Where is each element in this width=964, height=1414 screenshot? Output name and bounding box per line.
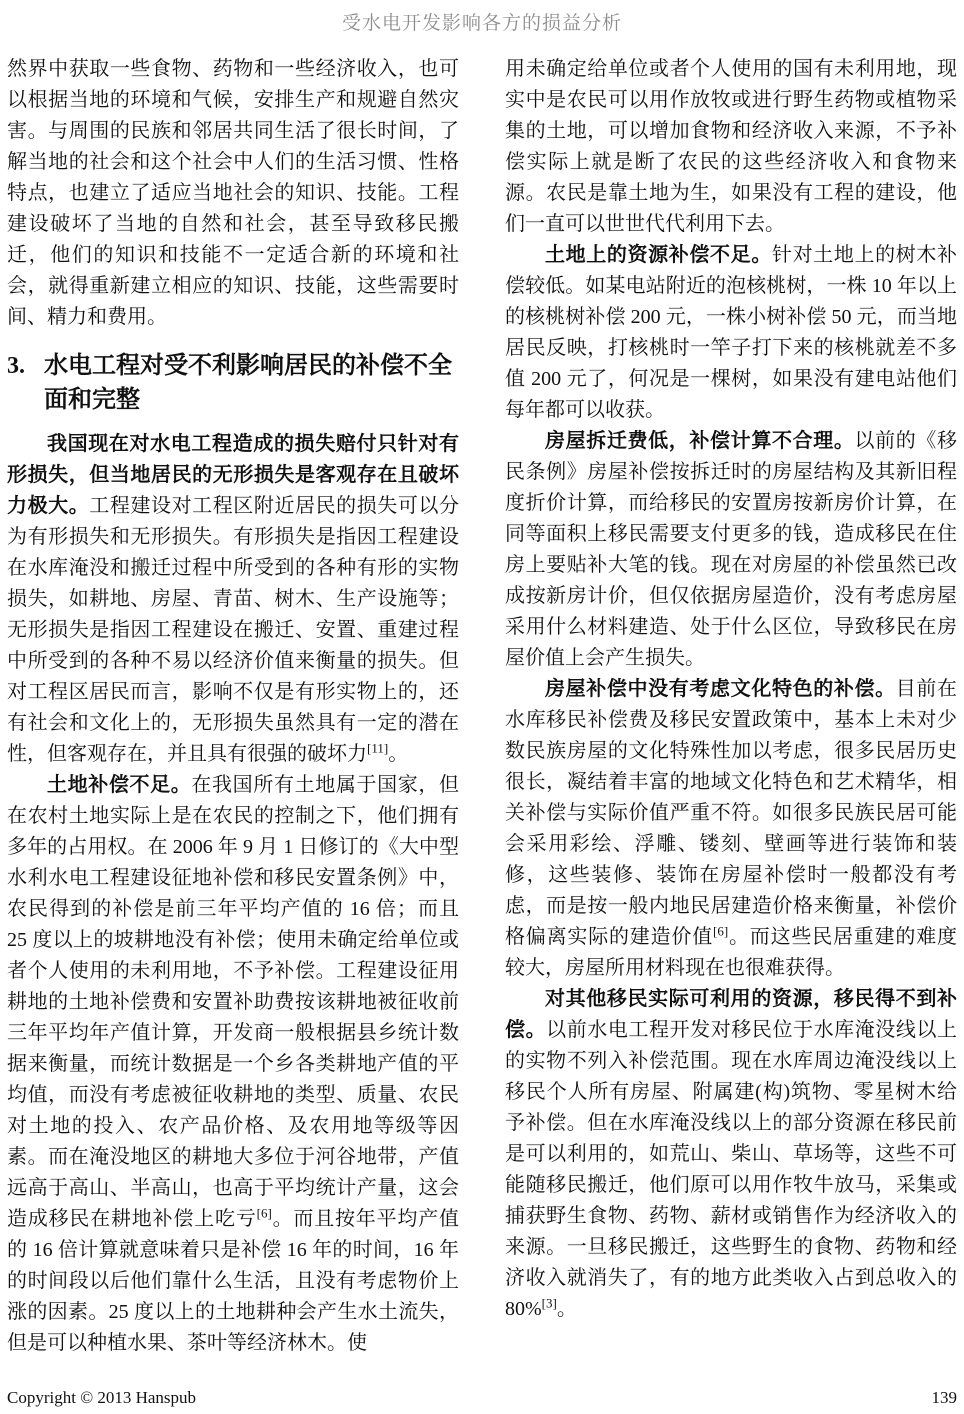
section-title: 水电工程对受不利影响居民的补偿不全面和完整 (44, 352, 452, 413)
reference-marker: [3] (541, 1295, 557, 1311)
paragraph-lead-bold: 土地补偿不足。 (47, 774, 192, 796)
paragraph-lead-bold: 我国现在对水电工程造成的损失赔付只针对有形损失，但当地居民的无形损失是客观存在且破坏力极大。 (7, 433, 459, 517)
section-heading (7, 349, 459, 417)
paragraph-lead-bold: 对其他移民实际可利用的资源，移民得不到补偿。 (505, 988, 957, 1041)
running-title: 受水电开发影响各方的损益分析 (341, 13, 622, 34)
paragraph-resource-compensation (505, 240, 957, 426)
paragraph-house-demolition-fee (505, 426, 957, 674)
reference-marker: [11] (367, 740, 389, 756)
footer-copyright: Copyright © 2013 Hanspub (7, 1388, 197, 1407)
paragraph-text: 针对土地上的树木补偿较低。如某电站附近的泡核桃树，一株 10 年以上的核桃树补偿 200 元，一株小树补偿 50 元，而当地居民反映，打核桃时一竿子打下来的核桃就差不多值 200 元了，何况是一棵树，如果没有建电站他们每年都可以收获。 (505, 244, 958, 421)
paragraph-text: 以前的《移民条例》房屋补偿按拆迁时的房屋结构及其新旧程度折价计算，而给移民的安置房按新房价计算，在同等面积上移民需要支付更多的钱，造成移民在住房上要贴补大笔的钱。现在对房屋的补偿虽然已改成按新房计价，但仅依据房屋造价，没有考虑房屋采用什么材料建造、处于什么区位，导致移民在房屋价值上会产生损失。 (505, 430, 958, 669)
paragraph-intangible-loss (7, 429, 459, 770)
page-header (0, 8, 964, 35)
paragraph-text: 在我国所有土地属于国家，但在农村土地实际上是在农民的控制之下，他们拥有多年的占用权。在 2006 年 9 月 1 日修订的《大中型水利水电工程建设征地补偿和移民安置条例》中，农民得到的补偿是前三年平均产值的 16 倍；而且 25 度以上的坡耕地没有补偿；使用未确定给单位或者个人使用的未利用地，不予补偿。工程建设征用耕地的土地补偿费和安置补助费按该耕地被征收前三年平均年产值计算，开发商一般根据县乡统计数据来衡量，而统计数据是一个乡各类耕地产值的平均值，而没有考虑被征收耕地的类型、质量、农民对土地的投入、农产品价格、及农用地等级等因素。而在淹没地区的耕地大多位于河谷地带，产值远高于高山、半高山，也高于平均统计产量，这会造成移民在耕地补偿上吃亏 (7, 774, 460, 1230)
paragraph-land-continuation: 用未确定给单位或者个人使用的国有未利用地，现实中是农民可以用作放牧或进行野生药物或植物采集的土地，可以增加食物和经济收入来源，不予补偿实际上就是断了农民的这些经济收入和食物来源。农民是靠土地为生，如果没有工程的建设，他们一直可以世世代代利用下去。 (505, 58, 957, 235)
paragraph-text: 。而且按年平均产值的 16 倍计算就意味着只是补偿 16 年的时间，16 年的时间段以后他们靠什么生活，且没有考虑物价上涨的因素。25 度以上的土地耕种会产生水土流失，但是可以种植水果、茶叶等经济林木。使 (7, 1208, 460, 1354)
paragraph-lead-bold: 房屋补偿中没有考虑文化特色的补偿。 (545, 678, 896, 700)
paragraph-text: 以前水电工程开发对移民位于水库淹没线以上的实物不列入补偿范围。现在水库周边淹没线以上移民个人所有房屋、附属建(构)筑物、零星树木给予补偿。但在水库淹没线以上的部分资源在移民前是可以利用的，如荒山、柴山、草场等，这些不可能随移民搬迁，他们原可以用作牧牛放马，采集或捕获野生食物、药物、薪材或销售作为经济收入的来源。一旦移民搬迁，这些野生的食物、药物和经济收入就消失了，有的地方此类收入占到总收入的 80% (505, 1019, 958, 1320)
paragraph-lead-bold: 土地上的资源补偿不足。 (545, 244, 772, 266)
paragraph-text: 工程建设对工程区附近居民的损失可以分为有形损失和无形损失。有形损失是指因工程建设在水库淹没和搬迁过程中所受到的各种有形的实物损失，如耕地、房屋、青苗、树木、生产设施等；无形损失是指因工程建设在搬迁、安置、重建过程中所受到的各种不易以经济价值来衡量的损失。但对工程区居民而言，影响不仅是有形实物上的，还有社会和文化上的，无形损失虽然具有一定的潜在性，但客观存在，并且具有很强的破坏力 (7, 495, 460, 765)
page-footer (7, 1388, 957, 1408)
paragraph-land-compensation (7, 770, 459, 1359)
paragraph-text: 。而这些民居重建的难度较大，房屋所用材料现在也很难获得。 (505, 926, 958, 979)
paragraph-nature-continuation: 然界中获取一些食物、药物和一些经济收入，也可以根据当地的环境和气候，安排生产和规避自然灾害。与周围的民族和邻居共同生活了很长时间，了解当地的社会和这个社会中人们的生活习惯、性格特点，也建立了适应当地社会的知识、技能。工程建设破坏了当地的自然和社会，甚至导致移民搬迁，他们的知识和技能不一定适合新的环境和社会，就得重新建立相应的知识、技能，这些需要时间、精力和费用。 (7, 58, 459, 328)
paragraph-text: 。 (388, 743, 409, 765)
paragraph-text: 目前在水库移民补偿费及移民安置政策中，基本上未对少数民族房屋的文化特殊性加以考虑，很多民居历史很长，凝结着丰富的地域文化特色和艺术精华，相关补偿与实际价值严重不符。如很多民族民居可能会采用彩绘、浮雕、镂刻、壁画等进行装饰和装修，这些装修、装饰在房屋补偿时一般都没有考虑，而是按一般内地民居建造价格来衡量，补偿价格偏离实际的建造价值 (505, 678, 958, 948)
column-left (7, 54, 459, 1359)
section-number: 3. (7, 353, 25, 379)
column-right (505, 54, 957, 1359)
paragraph-text: 。 (556, 1298, 577, 1320)
footer-page-number: 139 (931, 1388, 957, 1407)
reference-marker: [6] (256, 1205, 272, 1221)
reference-marker: [6] (713, 923, 729, 939)
two-column-body (7, 54, 957, 1359)
paragraph-other-resources (505, 984, 957, 1325)
paragraph-lead-bold: 房屋拆迁费低，补偿计算不合理。 (545, 430, 855, 452)
paragraph-cultural-compensation (505, 674, 957, 984)
